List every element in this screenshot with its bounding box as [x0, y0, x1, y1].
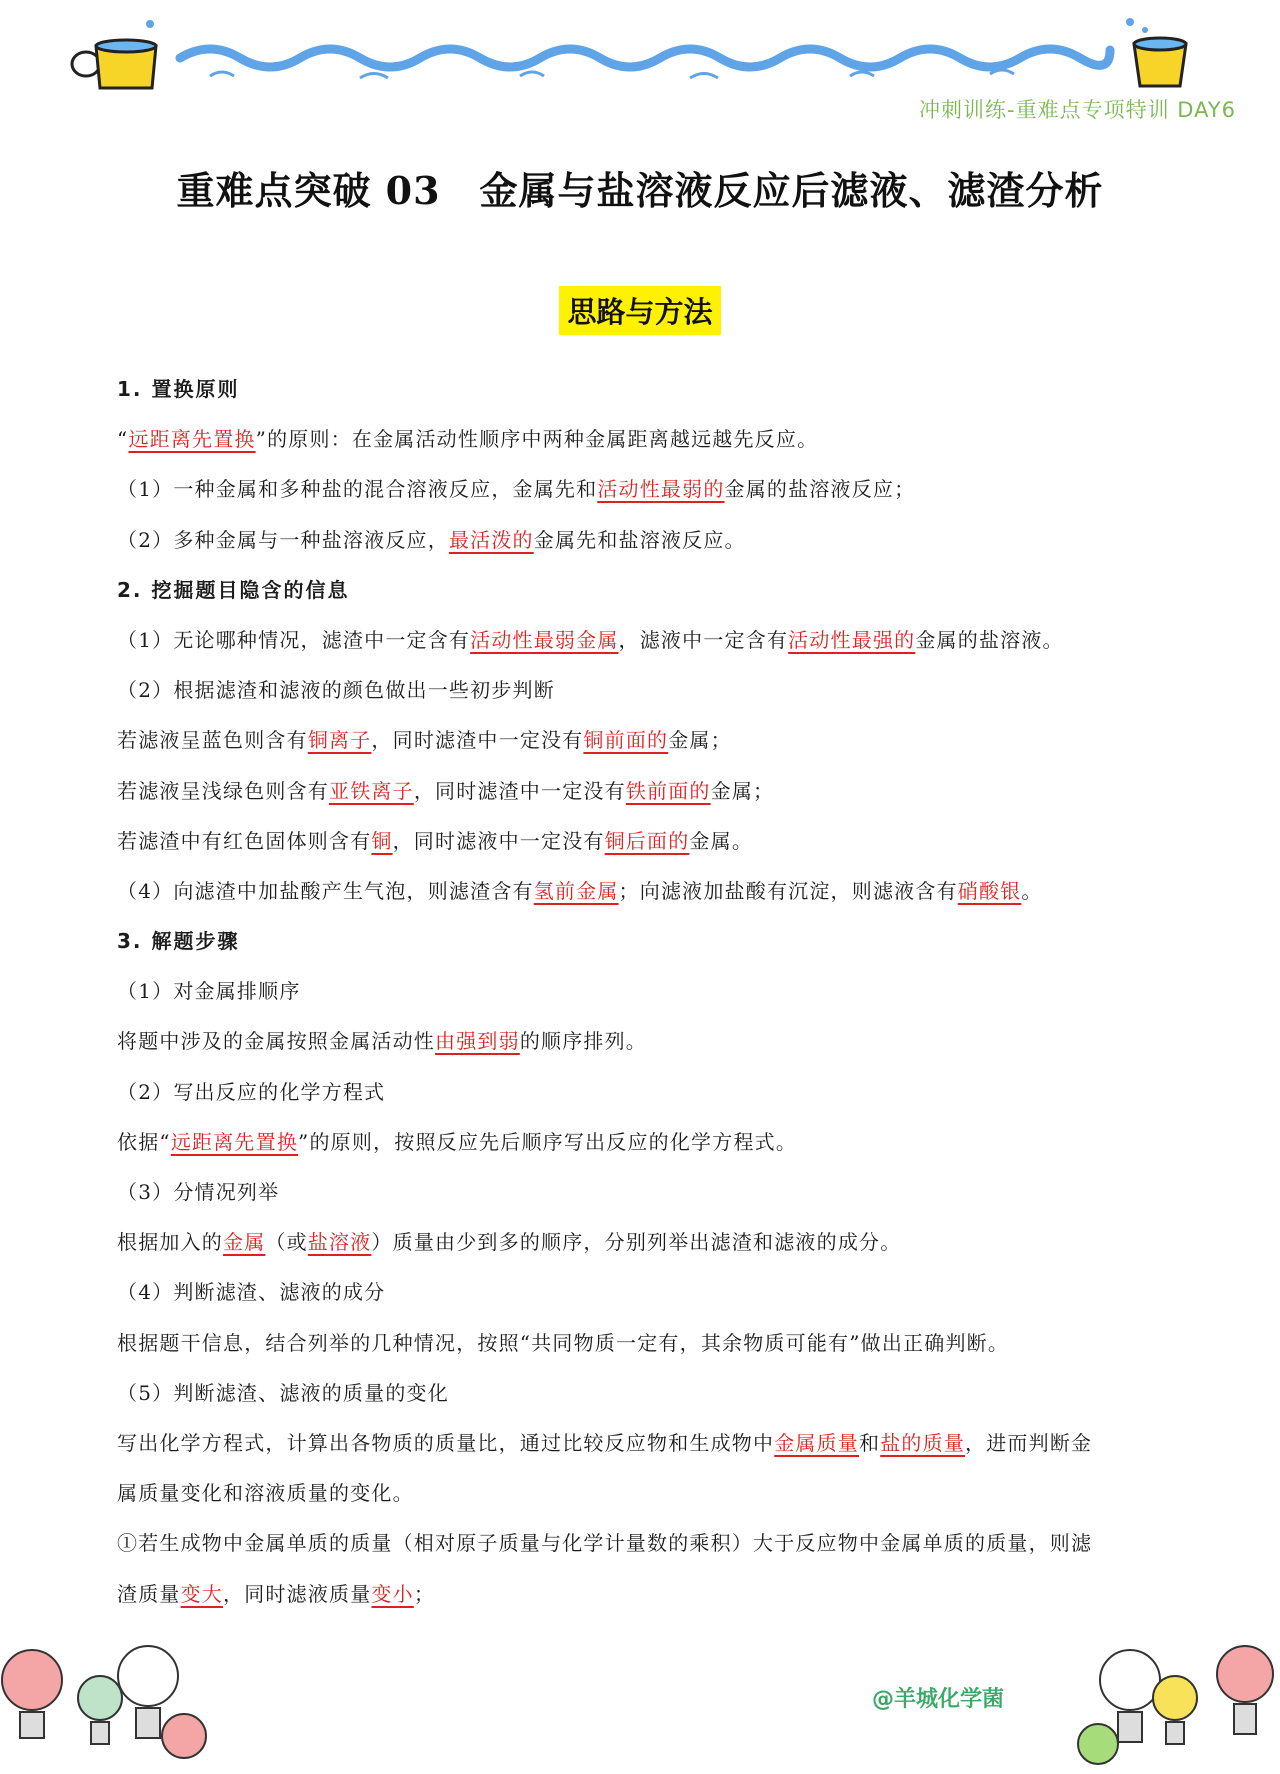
- text-run: 金属的盐溶液反应；: [724, 477, 916, 502]
- highlighted-term: 硝酸银: [957, 878, 1022, 903]
- text-run: ，同时滤液中一定没有: [392, 828, 605, 853]
- left-cup-icon: [64, 36, 164, 92]
- text-run: ；: [413, 1581, 436, 1606]
- text-run: 属质量变化和溶液质量的变化。: [117, 1481, 414, 1506]
- right-cup-icon: [1128, 30, 1192, 90]
- highlighted-term: 变小: [371, 1581, 414, 1606]
- text-run: 金属。: [689, 828, 754, 853]
- text-run: （2）多种金属与一种盐溶液反应，: [117, 527, 449, 552]
- body-line: [117, 615, 1167, 665]
- text-run: 金属；: [668, 728, 732, 753]
- body-line: [117, 464, 1167, 514]
- text-run: 3. 解题步骤: [117, 929, 240, 954]
- highlighted-term: 盐溶液: [307, 1230, 372, 1255]
- text-run: 的顺序排列。: [519, 1029, 648, 1054]
- body-line: [117, 1117, 1167, 1167]
- body-line: [117, 1468, 1167, 1518]
- text-run: ，进而判断金: [965, 1430, 1093, 1455]
- section-heading: 思路与方法: [559, 286, 720, 335]
- text-run: 金属；: [710, 778, 775, 803]
- body-line: [117, 966, 1167, 1016]
- bulb-decoration: [0, 1640, 1280, 1774]
- text-run: 依据“: [117, 1129, 171, 1154]
- text-run: 2. 挖掘题目隐含的信息: [117, 577, 350, 602]
- section-subheading: [117, 565, 1167, 615]
- text-run: ）质量由少到多的顺序，分别列举出滤渣和滤液的成分。: [371, 1230, 902, 1255]
- highlighted-term: 远距离先置换: [170, 1129, 299, 1154]
- highlighted-term: 活动性最弱的: [597, 477, 725, 502]
- body-line: [117, 1418, 1167, 1468]
- text-run: ，同时滤渣中一定没有: [413, 778, 626, 803]
- text-run: 根据加入的: [117, 1230, 223, 1255]
- text-run: ①若生成物中金属单质的质量（相对原子质量与化学计量数的乘积）大于反应物中金属单质的质量，则滤: [117, 1531, 1093, 1556]
- text-run: ”的原则，按照反应先后顺序写出反应的化学方程式。: [298, 1129, 798, 1154]
- text-run: 若滤渣中有红色固体则含有: [117, 828, 372, 853]
- text-run: （2）写出反应的化学方程式: [117, 1079, 386, 1104]
- text-run: 金属的盐溶液。: [915, 627, 1064, 652]
- body-line: [117, 1569, 1167, 1619]
- highlighted-term: 铜前面的: [583, 728, 669, 753]
- body-line: [117, 766, 1167, 816]
- body-line: [117, 1368, 1167, 1418]
- body-line: [117, 1016, 1167, 1066]
- body-line: [117, 1217, 1167, 1267]
- text-run: （4）判断滤渣、滤液的成分: [117, 1280, 386, 1305]
- text-run: ，同时滤渣中一定没有: [371, 728, 584, 753]
- highlighted-term: 铁前面的: [625, 778, 711, 803]
- content-body: [117, 364, 1167, 1619]
- body-line: [117, 1267, 1167, 1317]
- text-run: （1）无论哪种情况，滤渣中一定含有: [117, 627, 471, 652]
- text-run: 写出化学方程式，计算出各物质的质量比，通过比较反应物和生成物中: [117, 1430, 775, 1455]
- text-run: （2）根据滤渣和滤液的颜色做出一些初步判断: [117, 678, 555, 703]
- text-run: ，滤液中一定含有: [618, 627, 789, 652]
- footer-credit: @羊城化学菌: [872, 1687, 1005, 1712]
- text-run: （1）对金属排顺序: [117, 979, 301, 1004]
- text-run: 。: [1021, 878, 1043, 903]
- highlighted-term: 氢前金属: [533, 878, 619, 903]
- body-line: [117, 1067, 1167, 1117]
- highlighted-term: 变大: [180, 1581, 224, 1606]
- highlighted-term: 远距离先置换: [128, 427, 256, 452]
- highlighted-term: 盐的质量: [880, 1430, 966, 1455]
- body-line: [117, 414, 1167, 464]
- text-run: （4）向滤渣中加盐酸产生气泡，则滤渣含有: [117, 878, 534, 903]
- body-line: [117, 1518, 1167, 1568]
- text-run: 渣质量: [117, 1581, 181, 1606]
- top-wave-decoration: [0, 0, 1280, 90]
- section-subheading: [117, 364, 1167, 414]
- body-line: [117, 866, 1167, 916]
- text-run: 将题中涉及的金属按照金属活动性: [117, 1029, 435, 1054]
- body-line: [117, 1167, 1167, 1217]
- body-line: [117, 665, 1167, 715]
- body-line: [117, 715, 1167, 765]
- body-line: [117, 816, 1167, 866]
- text-run: ”的原则：在金属活动性顺序中两种金属距离越远越先反应。: [255, 427, 819, 452]
- highlighted-term: 金属质量: [774, 1430, 860, 1455]
- body-line: [117, 1318, 1167, 1368]
- highlighted-term: 由强到弱: [435, 1029, 520, 1054]
- text-run: 若滤液呈浅绿色则含有: [117, 778, 329, 803]
- text-run: （5）判断滤渣、滤液的质量的变化: [117, 1380, 449, 1405]
- highlighted-term: 活动性最弱金属: [470, 627, 619, 652]
- highlighted-term: 铜离子: [307, 728, 372, 753]
- section-subheading: [117, 916, 1167, 966]
- page-title: 重难点突破 03 金属与盐溶液反应后滤液、滤渣分析: [176, 168, 1104, 213]
- text-run: 和: [859, 1430, 881, 1455]
- body-line: [117, 515, 1167, 565]
- text-run: ；向滤液加盐酸有沉淀，则滤液含有: [618, 878, 958, 903]
- highlighted-term: 亚铁离子: [329, 778, 414, 803]
- highlighted-term: 铜后面的: [604, 828, 690, 853]
- highlighted-term: 铜: [371, 828, 393, 853]
- text-run: （或: [265, 1230, 308, 1255]
- text-run: 根据题干信息，结合列举的几种情况，按照“共同物质一定有，其余物质可能有”做出正确判断。: [117, 1330, 1010, 1355]
- highlighted-term: 最活泼的: [448, 527, 534, 552]
- text-run: ，同时滤液质量: [223, 1581, 372, 1606]
- text-run: 1. 置换原则: [117, 377, 240, 401]
- text-run: 若滤液呈蓝色则含有: [117, 728, 308, 753]
- header-tag: 冲刺训练-重难点专项特训 DAY6: [919, 98, 1236, 122]
- highlighted-term: 活动性最强的: [788, 627, 916, 652]
- text-run: （3）分情况列举: [117, 1180, 280, 1204]
- text-run: “: [117, 427, 129, 452]
- text-run: 金属先和盐溶液反应。: [533, 527, 746, 552]
- highlighted-term: 金属: [223, 1230, 266, 1255]
- text-run: （1）一种金属和多种盐的混合溶液反应，金属先和: [117, 477, 598, 502]
